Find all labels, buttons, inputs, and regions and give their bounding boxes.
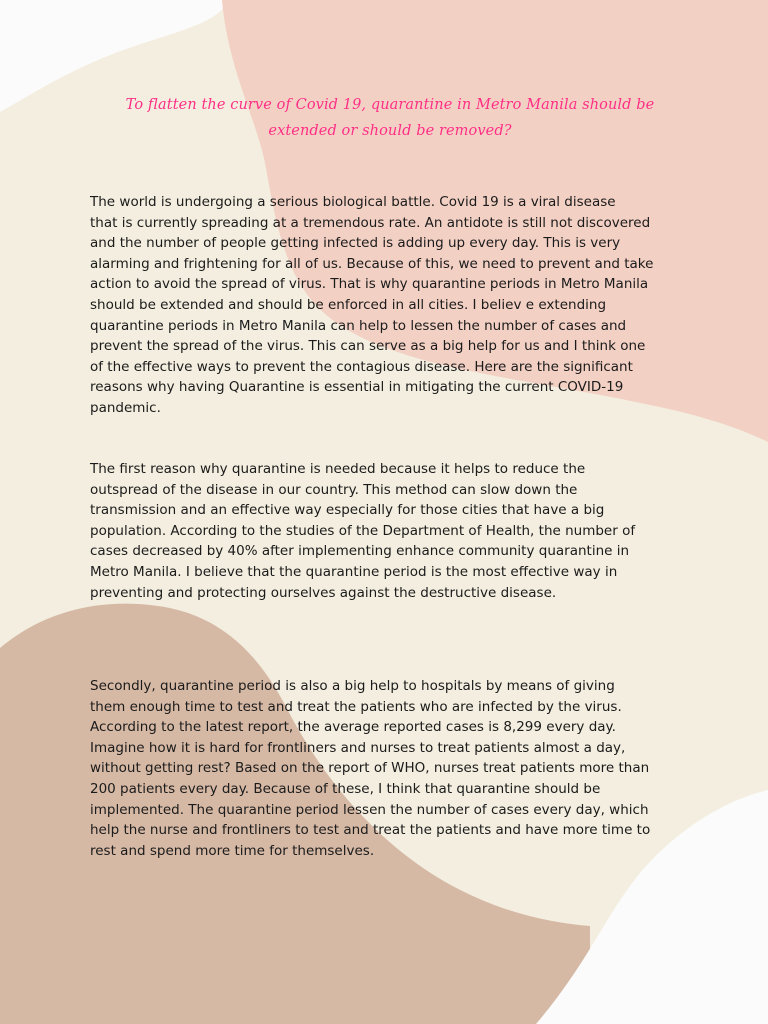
page-title-line-2: extended or should be removed? xyxy=(268,123,512,139)
intro-paragraph: The world is undergoing a serious biological battle. Covid 19 is a viral disease that is currently spreading at a tremendous rate. An antidote is still not discovered and the number of people getting infected is adding up every day. This is very alarming and frightening for all of us. Because of this, we need to prevent and take action to avoid the spread of virus. That is why quarantine periods in Metro Manila should be extended and should be enforced in all cities. I believ e extending quarantine periods in Metro Manila can help to lessen the number of cases and prevent the spread of the virus. This can serve as a big help for us and I think one of the effective ways to prevent the contagious disease. Here are the significant reasons why having Quarantine is essential in mitigating the current COVID-19 pandemic. xyxy=(90,194,654,416)
page-title xyxy=(90,92,690,144)
page-title-line-1: To flatten the curve of Covid 19, quarantine in Metro Manila should be xyxy=(125,97,655,113)
second-reason-paragraph: Secondly, quarantine period is also a big help to hospitals by means of giving them enough time to test and treat the patients who are infected by the virus. According to the latest report, the average reported cases is 8,299 every day. Imagine how it is hard for frontliners and nurses to treat patients almost a day, without getting rest? Based on the report of WHO, nurses treat patients more than 200 patients every day. Because of these, I think that quarantine should be implemented. The quarantine period lessen the number of cases every day, which help the nurse and frontliners to test and treat the patients and have more time to rest and spend more time for themselves. xyxy=(90,678,651,859)
first-reason-paragraph: The first reason why quarantine is needed because it helps to reduce the outspread of the disease in our country. This method can slow down the transmission and an effective way especially for those cities that have a big population. According to the studies of the Department of Health, the number of cases decreased by 40% after implementing enhance community quarantine in Metro Manila. I believe that the quarantine period is the most effective way in preventing and protecting ourselves against the destructive disease. xyxy=(90,461,636,601)
